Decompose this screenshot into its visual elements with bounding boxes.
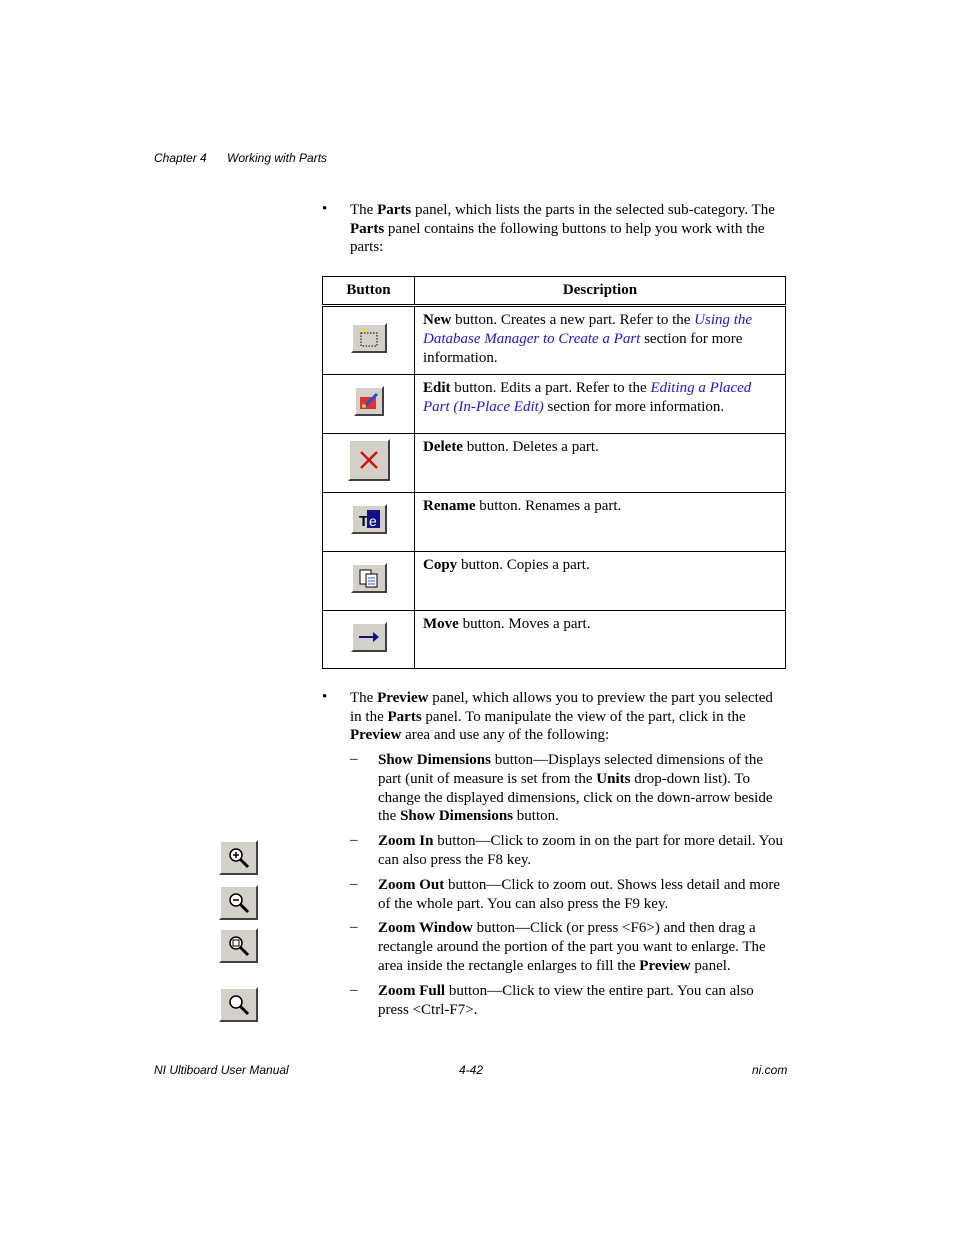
zoom-out-item: Zoom Out button—Click to zoom out. Shows less detail and more of the whole part. You can also press the F9 key. [378, 877, 781, 912]
table-row-description: Delete button. Deletes a part. [415, 434, 786, 493]
table-row-description: Copy button. Copies a part. [415, 552, 786, 611]
dash-marker: – [350, 919, 358, 935]
table-row [323, 306, 786, 375]
new-part-icon [351, 323, 387, 353]
svg-text:T: T [358, 513, 368, 530]
table-row-description: Rename button. Renames a part. [415, 493, 786, 552]
parts-buttons-table [322, 276, 786, 669]
dash-marker: – [350, 751, 358, 767]
table-row [323, 611, 786, 669]
zoom-in-item: Zoom In button—Click to zoom in on the part for more detail. You can also press the F8 key. [378, 833, 783, 868]
show-dimensions-item: Show Dimensions button—Displays selected dimensions of the part (unit of measure is set from the Units drop-down list). To change the displayed dimensions, click on the down-arrow beside the Show Dimensions button. [378, 752, 773, 825]
delete-part-icon [348, 439, 390, 481]
preview-intro-paragraph: The Preview panel, which allows you to preview the part you selected in the Parts panel. To manipulate the view of the part, click in the Preview area and use any of the following: [350, 690, 773, 744]
bullet-marker: • [322, 689, 328, 705]
zoom-in-icon [219, 840, 258, 875]
zoom-full-icon [219, 987, 258, 1022]
chapter-title: Working with Parts [227, 151, 328, 165]
zoom-full-item: Zoom Full button—Click to view the entire part. You can also press <Ctrl-F7>. [378, 983, 754, 1018]
table-row-description: Edit button. Edits a part. Refer to the Editing a Placed Part (In-Place Edit) section for more information. [415, 375, 786, 434]
rename-part-icon [351, 504, 387, 534]
chapter-label: Chapter 4 [154, 151, 207, 165]
copy-part-icon [351, 563, 387, 593]
table-row-description: Move button. Moves a part. [415, 611, 786, 669]
zoom-window-item: Zoom Window button—Click (or press <F6>) and then drag a rectangle around the portion of the part you want to enlarge. The area inside the rectangle enlarges to fill the Preview panel. [378, 920, 766, 974]
footer-manual-title: NI Ultiboard User Manual [154, 1063, 289, 1077]
move-part-icon [351, 622, 387, 652]
footer-page-number: 4-42 [459, 1063, 484, 1077]
footer-website: ni.com [752, 1063, 788, 1077]
table-header-row [323, 277, 786, 306]
zoom-out-icon [219, 885, 258, 920]
column-header-button: Button [323, 277, 415, 306]
table-row [323, 493, 786, 552]
bullet-marker: • [322, 201, 328, 217]
dash-marker: – [350, 832, 358, 848]
link-database-manager[interactable]: Using the Database Manager to Create a Part [423, 312, 753, 347]
dash-marker: – [350, 982, 358, 998]
zoom-window-icon [219, 928, 258, 963]
dash-marker: – [350, 876, 358, 892]
table-row [323, 552, 786, 611]
edit-part-icon [354, 386, 384, 416]
svg-text:e: e [368, 513, 377, 529]
link-editing-placed-part[interactable]: Editing a Placed Part (In-Place Edit) [423, 380, 752, 415]
column-header-description: Description [415, 277, 786, 306]
table-row [323, 434, 786, 493]
table-row [323, 375, 786, 434]
table-row-description: New button. Creates a new part. Refer to the Using the Database Manager to Create a Part section for more information. [415, 306, 786, 375]
parts-intro-paragraph: The Parts panel, which lists the parts in the selected sub-category. The Parts panel contains the following buttons to help you work with the parts: [350, 202, 775, 256]
